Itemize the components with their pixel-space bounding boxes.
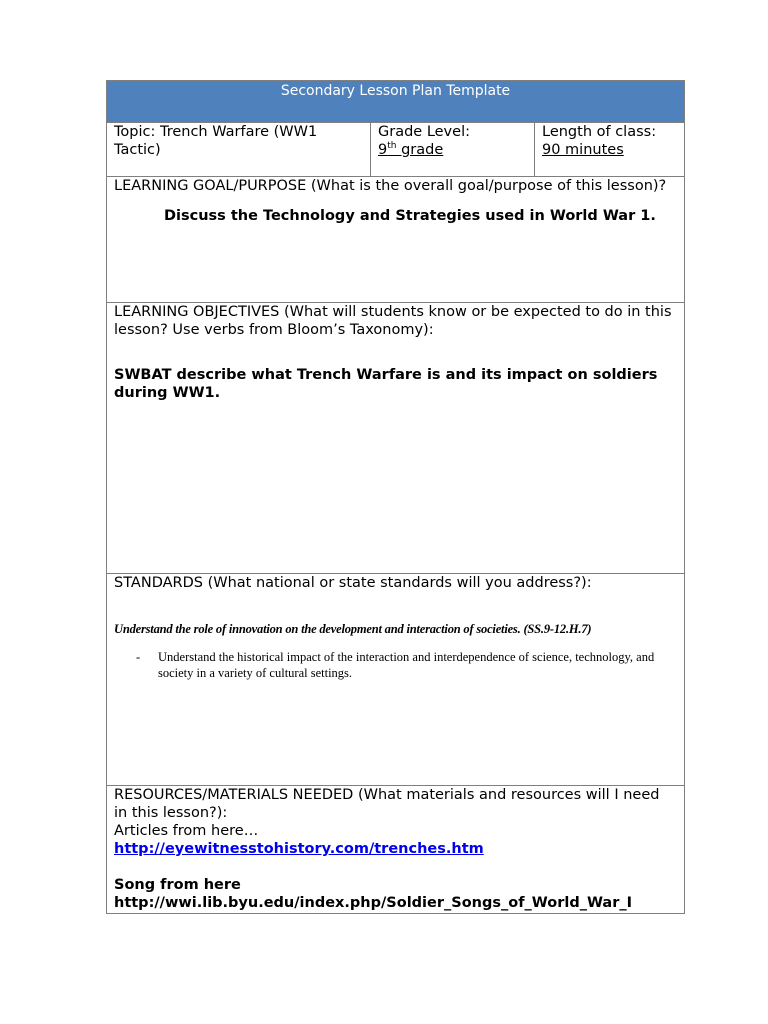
lesson-plan-table [106, 80, 685, 914]
learning-objectives-prompt: (What will students know or be expected to do in this lesson? Use verbs from Bloom’s Taxonomy): [114, 304, 672, 338]
spacer [114, 858, 677, 876]
grade-level-cell [371, 123, 535, 177]
learning-objectives-section [107, 303, 685, 574]
learning-objectives-label: LEARNING OBJECTIVES [114, 304, 280, 320]
class-length-cell [535, 123, 685, 177]
song-text: Song from here [114, 877, 241, 893]
bullet-dash: - [136, 650, 141, 664]
song-link[interactable]: http://wwi.lib.byu.edu/index.php/Soldier_Songs_of_World_War_I [114, 895, 633, 911]
learning-goal-section [107, 177, 685, 303]
standards-prompt: (What national or state standards will you address?): [202, 575, 592, 591]
grade-word: grade [396, 142, 444, 158]
learning-goal-statement: Discuss the Technology and Strategies used in World War 1. [164, 208, 656, 224]
learning-goal-prompt: (What is the overall goal/purpose of this lesson)? [306, 178, 667, 194]
learning-objectives-statement: SWBAT describe what Trench Warfare is and its impact on soldiers during WW1. [114, 367, 658, 401]
grade-number: 9 [378, 142, 388, 158]
topic-cell [107, 123, 371, 177]
resources-section [107, 786, 685, 914]
class-length-label: Length of class: [542, 124, 657, 140]
template-title: Secondary Lesson Plan Template [107, 81, 685, 123]
grade-level-label: Grade Level: [378, 124, 470, 140]
lesson-plan-document [106, 80, 684, 914]
standards-label: STANDARDS [114, 575, 203, 591]
standard-bullet-text: Understand the historical impact of the interaction and interdependence of science, technology, and society in a variety of cultural settings. [158, 650, 655, 680]
resources-prompt: (What materials and resources will I need in this lesson?): [114, 787, 660, 821]
grade-level-value [378, 141, 527, 159]
standard-main: Understand the role of innovation on the development and interaction of societies. (SS.9-12.H.7) [114, 622, 592, 636]
standard-bullet [114, 649, 677, 681]
class-length-value: 90 minutes [542, 142, 624, 158]
grade-suffix: th [387, 141, 397, 152]
learning-goal-label: LEARNING GOAL/PURPOSE [114, 178, 307, 194]
articles-link[interactable]: http://eyewitnesstohistory.com/trenches.htm [114, 841, 484, 857]
articles-text: Articles from here… [114, 823, 259, 839]
resources-label: RESOURCES/MATERIALS NEEDED [114, 787, 354, 803]
topic-text: Topic: Trench Warfare (WW1 Tactic) [114, 124, 318, 158]
standards-section [107, 574, 685, 786]
